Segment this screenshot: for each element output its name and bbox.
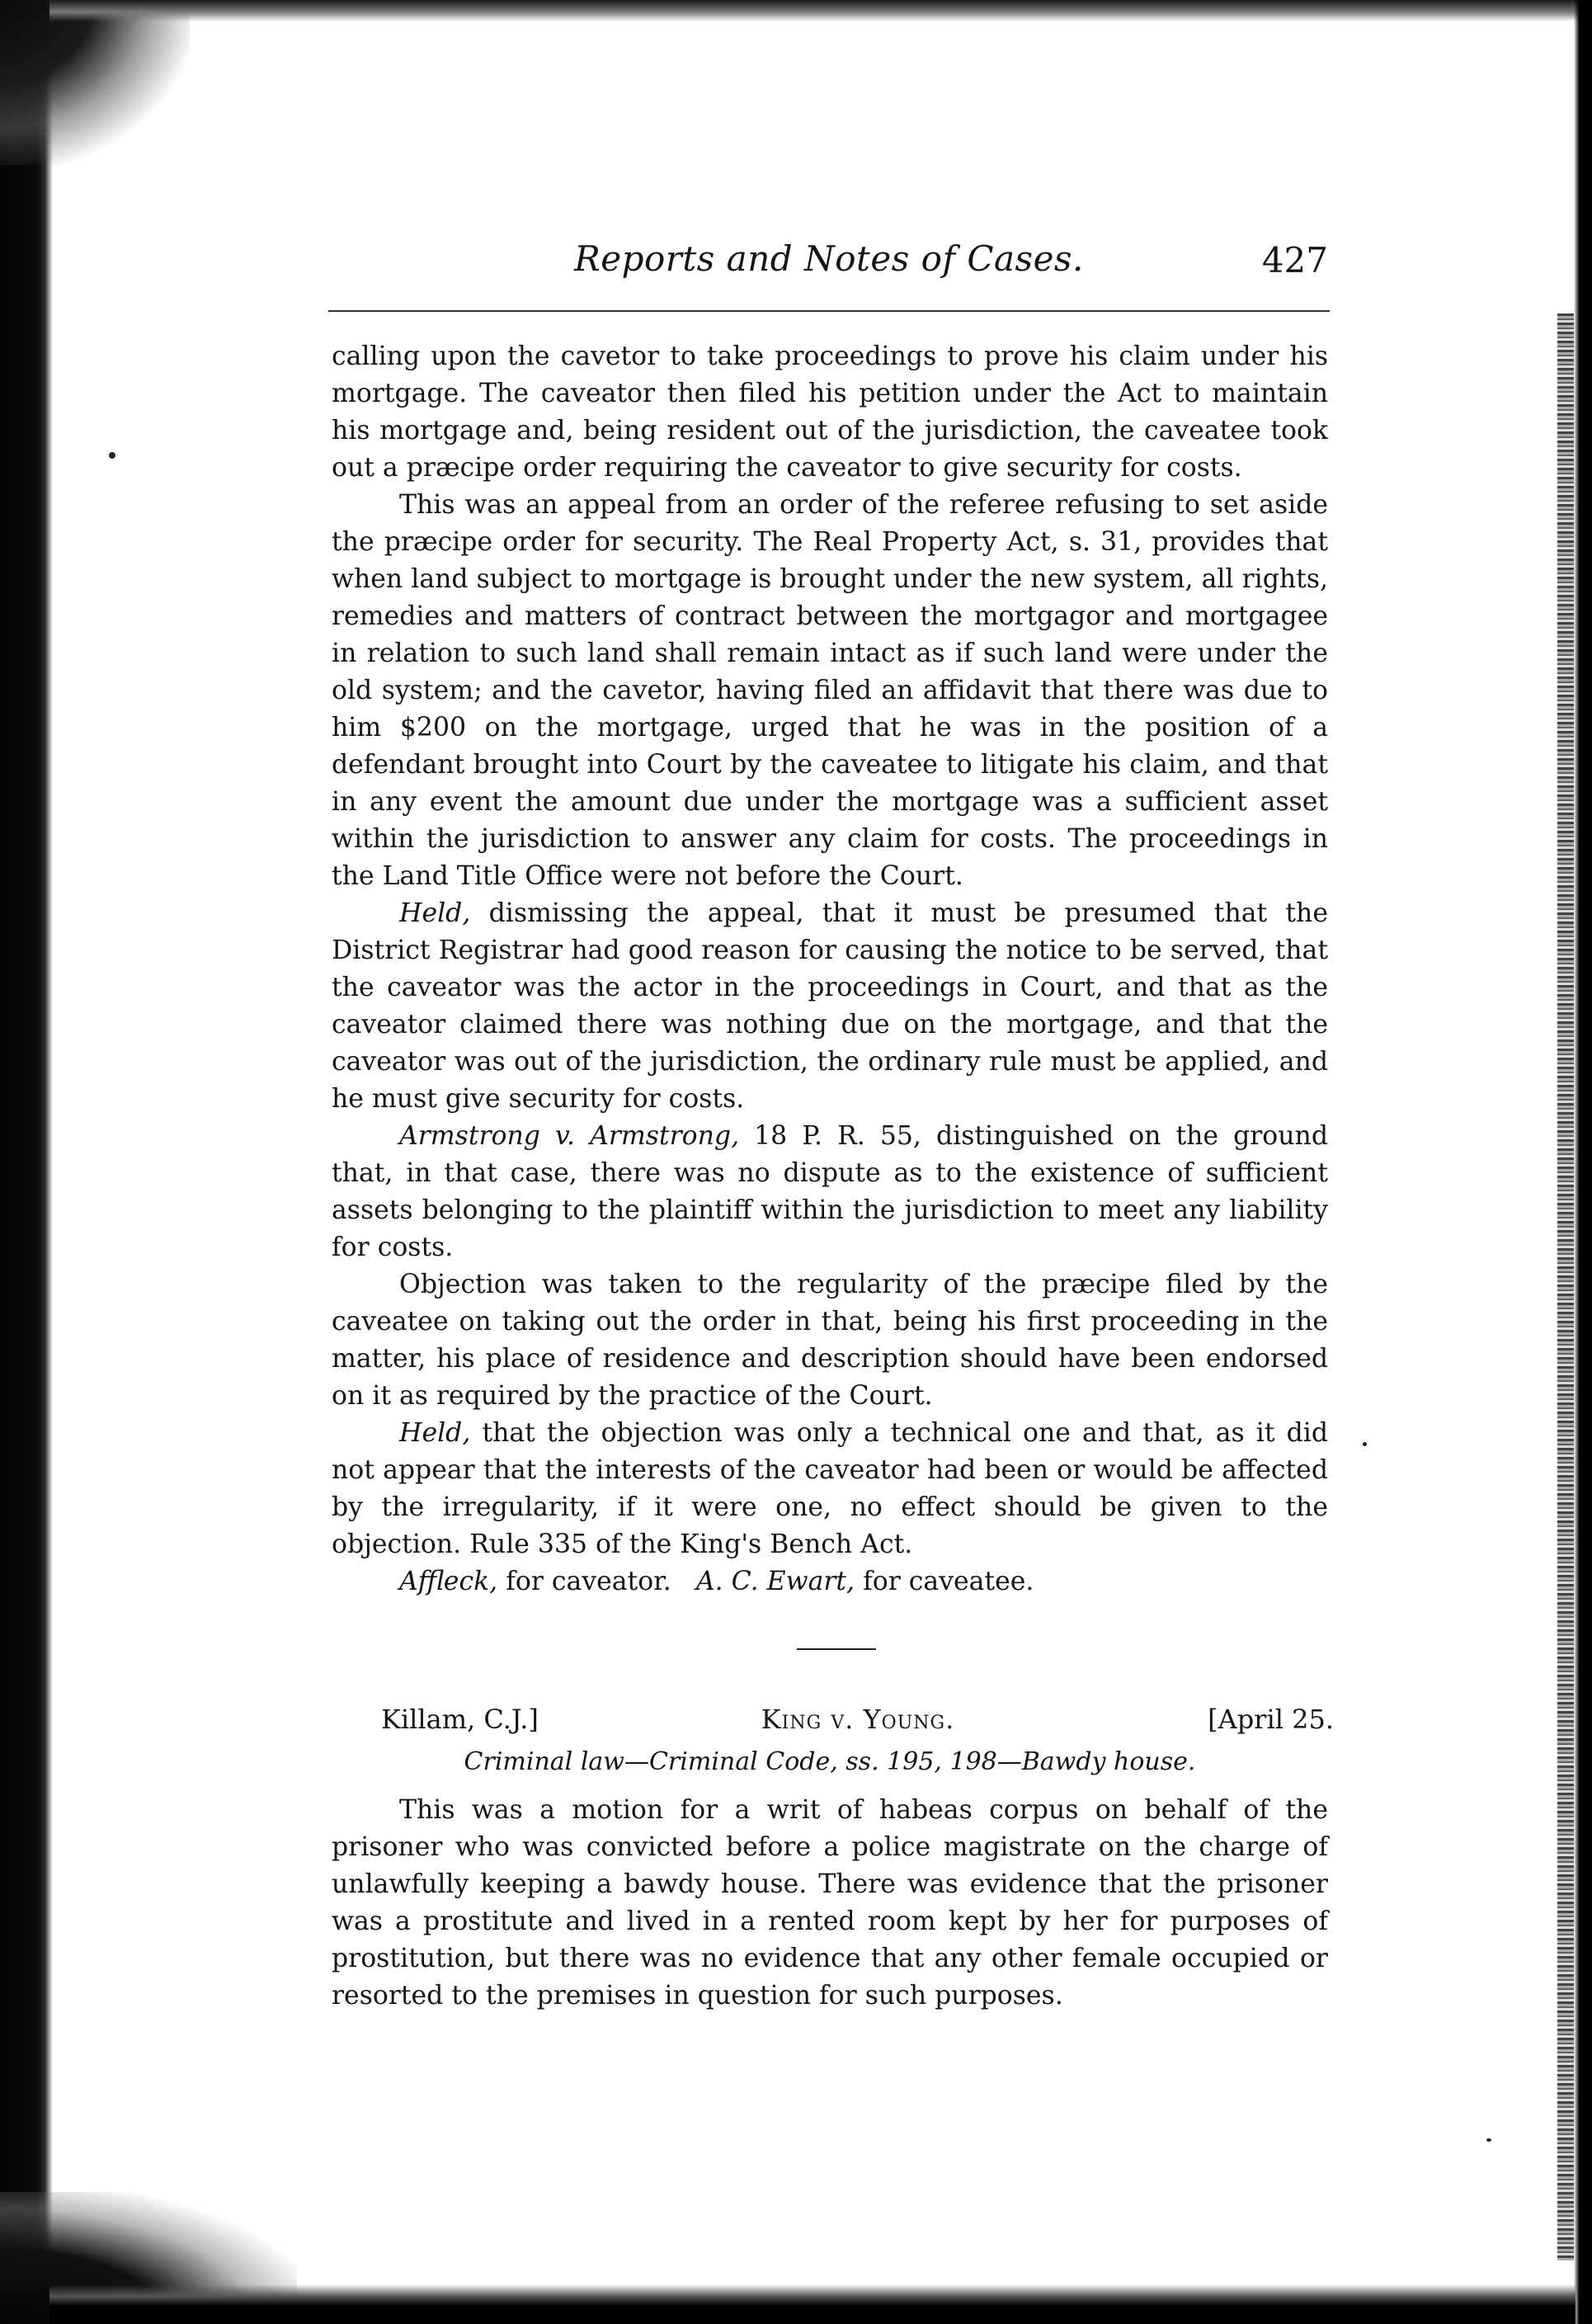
- scan-edge-bottom: [49, 2284, 1576, 2324]
- scan-edge-right: [1574, 0, 1592, 2324]
- case-date: [April 25.: [1208, 1704, 1334, 1735]
- case-body: [332, 1792, 1328, 2015]
- header-rule: [328, 310, 1330, 312]
- case-judge: Killam, C.J.]: [381, 1704, 539, 1735]
- held-label: Held,: [399, 1418, 471, 1448]
- paragraph: This was an appeal from an order of the referee refusing to set aside the præcipe order for security. The Real Property Act, s. 31, provides that when land subject to mortgage is brought under the new system, all rights, remedies and matters of contract between the mortgagor and mortgagee in relation to such land shall remain intact as if such land were under the old system; and the cavetor, having filed an affidavit that there was due to him $200 on the mortgage, urged that he was in the position of a defendant brought into Court by the caveatee to litigate his claim, and that in any event the amount due under the mortgage was a sufficient asset within the jurisdiction to answer any claim for costs. The proceedings in the Land Title Office were not before the Court.: [332, 490, 1328, 891]
- case-header: [381, 1699, 1334, 1739]
- paragraph-text: that the objection was only a technical one and that, as it did not appear that the interests of the caveator had been or would be affected by the irregularity, if it were one, no effect should be given to the objection. Rule 335 of the King's Bench Act.: [332, 1418, 1328, 1559]
- scan-corner-top-left: [0, 0, 190, 165]
- case-headnote: Criminal law—Criminal Code, ss. 195, 198—Bawdy house.: [464, 1747, 1196, 1776]
- counsel-name: A. C. Ewart,: [695, 1567, 855, 1596]
- counsel-role: for caveatee.: [855, 1567, 1034, 1596]
- case-separator-rule: [797, 1648, 876, 1650]
- scan-speck: [109, 452, 115, 459]
- scan-binding-strip: [1557, 313, 1574, 2260]
- scan-speck: [1486, 2138, 1491, 2142]
- page-number: 427: [1261, 240, 1328, 280]
- paragraph-text: 18 P. R. 55, distinguished on the ground that, in that case, there was no dispute as to the existence of sufficient assets belonging to the plaintiff within the jurisdiction to meet any liability for costs.: [332, 1121, 1329, 1262]
- paragraph: This was a motion for a writ of habeas corpus on behalf of the prisoner who was convicted before a police magistrate on the charge of unlawfully keeping a bawdy house. There was evidence that the prisoner was a prostitute and lived in a rented room kept by her for purposes of prostitution, but there was no evidence that any other female occupied or resorted to the premises in question for such purposes.: [332, 1795, 1328, 2011]
- body-text: [332, 338, 1328, 1600]
- counsel-line: [332, 1563, 1328, 1600]
- case-citation: Armstrong v. Armstrong,: [399, 1121, 740, 1151]
- scan-edge-top: [49, 0, 1592, 21]
- counsel-name: Affleck,: [399, 1567, 498, 1596]
- paragraph: [332, 895, 1328, 1118]
- held-label: Held,: [399, 898, 471, 928]
- paragraph: [332, 1118, 1328, 1266]
- counsel-role: for caveator.: [497, 1567, 671, 1596]
- scan-edge-left: [0, 0, 53, 2324]
- paragraph: [332, 1415, 1328, 1563]
- paragraph: Objection was taken to the regularity of the præcipe filed by the caveatee on taking out the order in that, being his first proceeding in the matter, his place of residence and description should have been endorsed on it as required by the practice of the Court.: [332, 1270, 1328, 1411]
- paragraph-text: dismissing the appeal, that it must be presumed that the District Registrar had good reason for causing the notice to be served, that the caveator was the actor in the proceedings in Court, and that as the caveator claimed there was nothing due on the mortgage, and that the caveator was out of the jurisdiction, the ordinary rule must be applied, and he must give security for costs.: [332, 898, 1328, 1114]
- paragraph: calling upon the cavetor to take proceedings to prove his claim under his mortgage. The caveator then filed his petition under the Act to maintain his mortgage and, being resident out of the jurisdiction, the caveatee took out a præcipe order requiring the caveator to give security for costs.: [332, 342, 1328, 483]
- running-head: [330, 236, 1328, 295]
- running-title: Reports and Notes of Cases.: [574, 238, 1084, 279]
- case-title: King v. Young.: [761, 1704, 955, 1735]
- scan-speck: [1363, 1442, 1367, 1446]
